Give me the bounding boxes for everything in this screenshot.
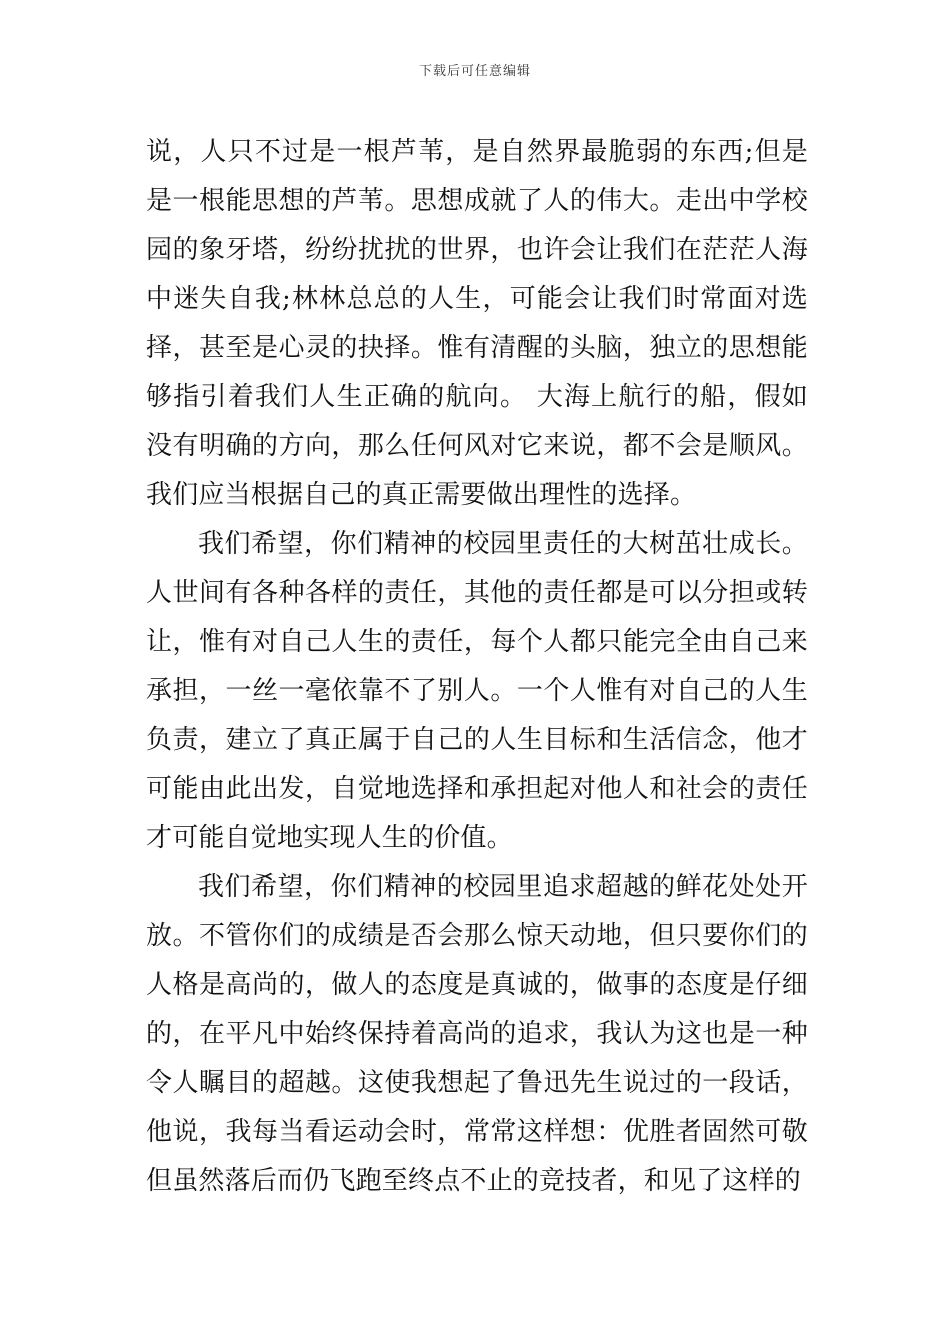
paragraph-2: 我们希望，你们精神的校园里责任的大树茁壮成长。人世间有各种各样的责任，其他的责任都是可以分担或转让，惟有对自己人生的责任，每个人都只能完全由自己来承担，一丝一毫依靠不了别人。一个人惟有对自己的人生负责，建立了真正属于自己的人生目标和生活信念，他才可能由此出发，自觉地选择和承担起对他人和社会的责任才可能自觉地实现人生的价值。 <box>146 529 808 853</box>
page-header: 下载后可任意编辑 <box>418 64 531 79</box>
paragraph-3: 我们希望，你们精神的校园里追求超越的鲜花处处开放。不管你们的成绩是否会那么惊天动地，但只要你们的人格是高尚的，做人的态度是真诚的，做事的态度是仔细的，在平凡中始终保持着高尚的追求，我认为这也是一种令人瞩目的超越。这使我想起了鲁迅先生说过的一段话，他说，我每当看运动会时，常常这样想：优胜者固然可敬但虽然落后而仍飞跑至终点不止的竞技者，和见了这样的 <box>146 872 808 1196</box>
document-body <box>146 128 808 1206</box>
paragraph-1: 说，人只不过是一根芦苇，是自然界最脆弱的东西;但是是一根能思想的芦苇。思想成就了人的伟大。走出中学校园的象牙塔，纷纷扰扰的世界，也许会让我们在茫茫人海中迷失自我;林林总总的人生，可能会让我们时常面对选择，甚至是心灵的抉择。惟有清醒的头脑，独立的思想能够指引着我们人生正确的航向。 大海上航行的船，假如没有明确的方向，那么任何风对它来说，都不会是顺风。我们应当根据自己的真正需要做出理性的选择。 <box>146 137 808 510</box>
